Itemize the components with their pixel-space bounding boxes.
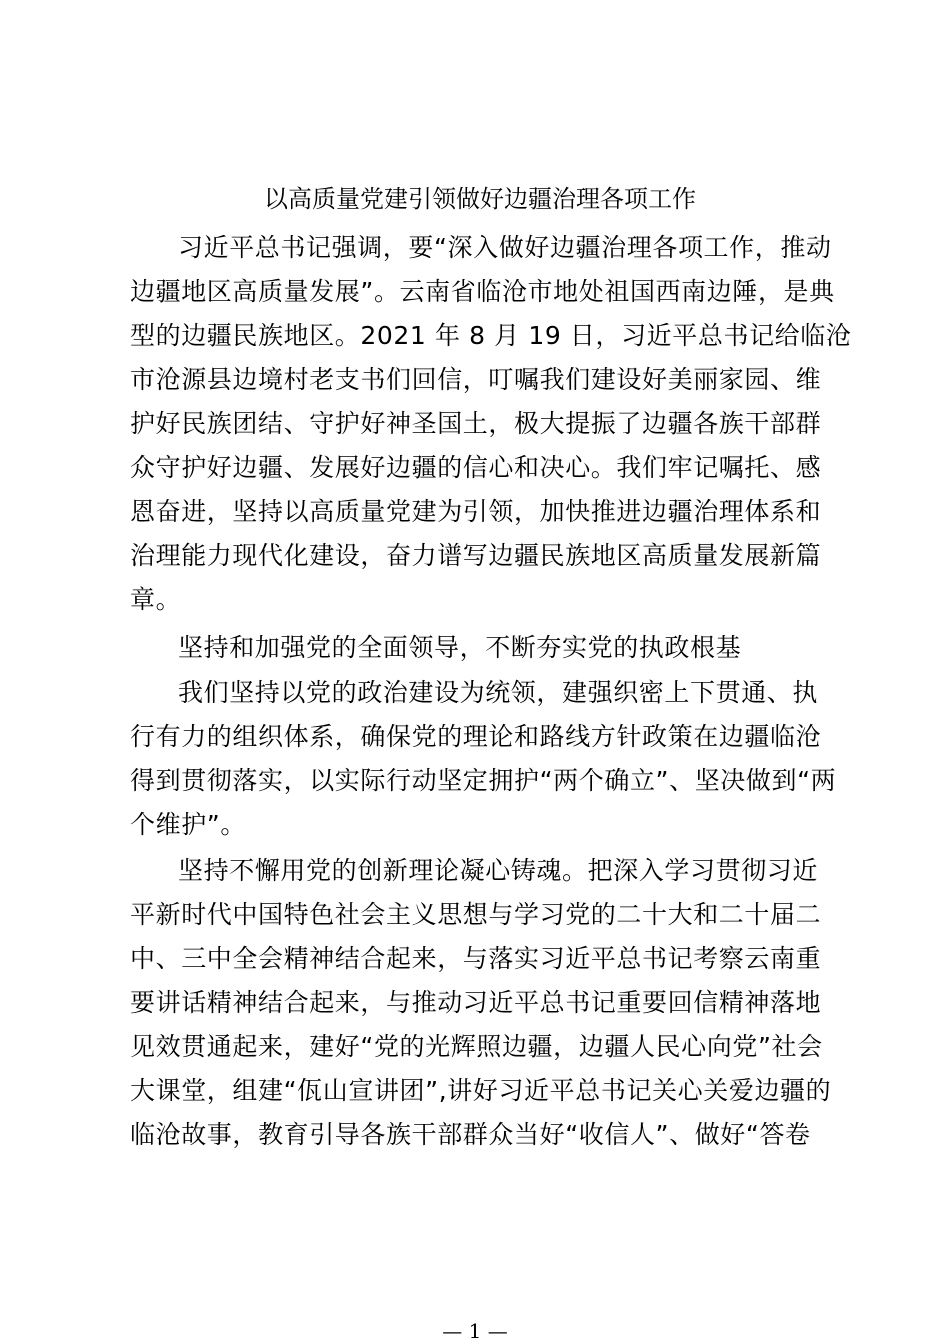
body-line: 边疆地区高质量发展”。云南省临沧市地处祖国西南边陲，是典 — [130, 277, 835, 306]
body-line: 坚持不懈用党的创新理论凝心铸魂。把深入学习贯彻习近 — [178, 856, 819, 885]
body-line: 要讲话精神结合起来，与推动习近平总书记重要回信精神落地 — [130, 988, 822, 1017]
body-line: 平新时代中国特色社会主义思想与学习党的二十大和二十届二 — [130, 900, 822, 929]
body-line: 见效贯通起来，建好“党的光辉照边疆，边疆人民心向党”社会 — [130, 1032, 823, 1061]
body-line: 大课堂，组建“佤山宣讲团”,讲好习近平总书记关心关爱边疆的 — [130, 1076, 832, 1105]
page-number: — 1 — — [442, 1319, 508, 1343]
body-line: 习近平总书记强调，要“深入做好边疆治理各项工作，推动 — [178, 233, 832, 262]
body-line: 得到贯彻落实，以实际行动坚定拥护“两个确立”、坚决做到“两 — [130, 766, 837, 795]
document-title: 以高质量党建引领做好边疆治理各项工作 — [264, 185, 696, 213]
body-line: 我们坚持以党的政治建设为统领，建强织密上下贯通、执 — [178, 678, 819, 707]
body-line: 临沧故事，教育引导各族干部群众当好“收信人”、做好“答卷 — [130, 1120, 811, 1149]
body-line: 行有力的组织体系，确保党的理论和路线方针政策在边疆临沧 — [130, 722, 822, 751]
section-heading: 坚持和加强党的全面领导，不断夯实党的执政根基 — [178, 633, 742, 662]
body-line: 护好民族团结、守护好神圣国土，极大提振了边疆各族干部群 — [130, 409, 822, 438]
body-line: 章。 — [130, 585, 182, 614]
body-line: 中、三中全会精神结合起来，与落实习近平总书记考察云南重 — [130, 944, 822, 973]
body-line: 型的边疆民族地区。2021 年 8 月 19 日，习近平总书记给临沧 — [130, 321, 852, 350]
body-line: 治理能力现代化建设，奋力谱写边疆民族地区高质量发展新篇 — [130, 541, 822, 570]
body-line: 个维护”。 — [130, 810, 246, 839]
body-line: 众守护好边疆、发展好边疆的信心和决心。我们牢记嘱托、感 — [130, 453, 822, 482]
body-line: 市沧源县边境村老支书们回信，叮嘱我们建设好美丽家园、维 — [130, 365, 822, 394]
body-line: 恩奋进，坚持以高质量党建为引领，加快推进边疆治理体系和 — [130, 497, 822, 526]
